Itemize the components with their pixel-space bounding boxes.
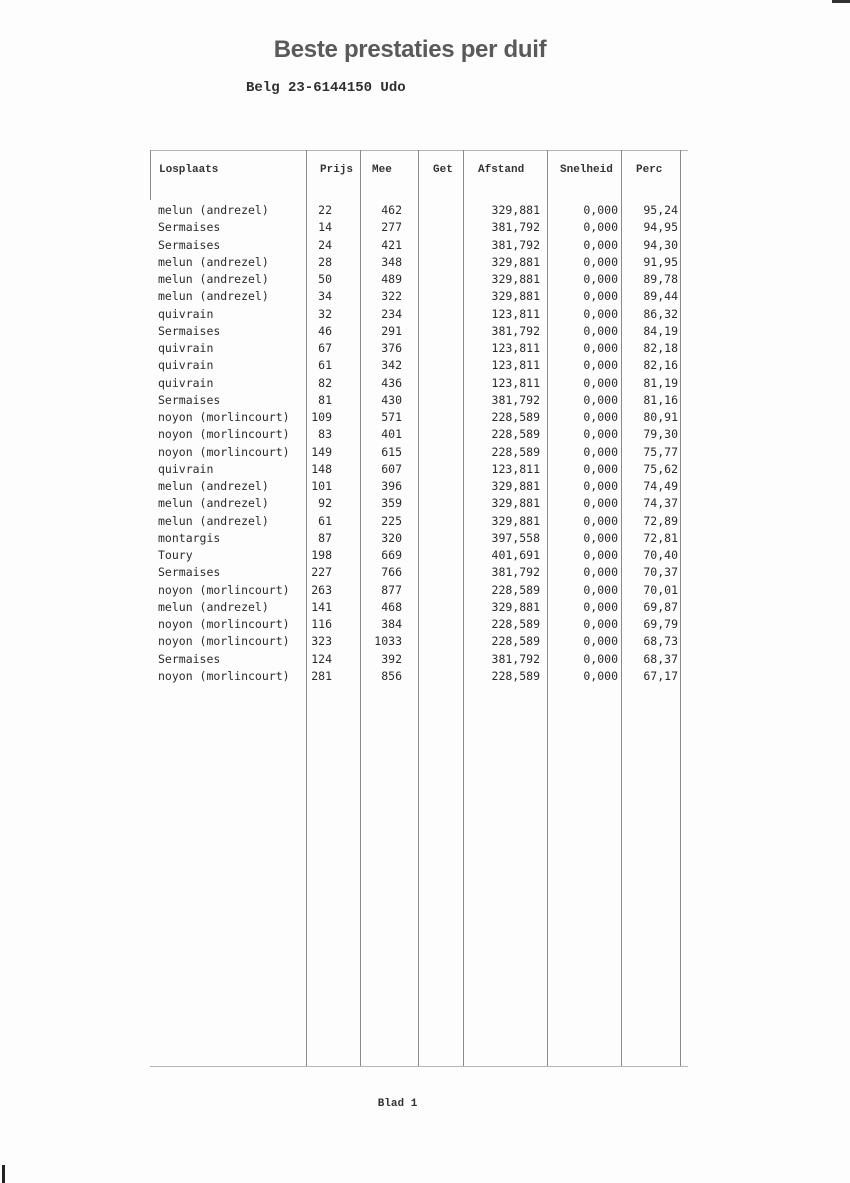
header-perc: Perc	[636, 164, 663, 176]
page-number: Blad 1	[377, 1098, 418, 1110]
cell-prijs: 61	[318, 358, 332, 373]
cell-perc: 68,73	[643, 634, 678, 649]
cell-snelheid: 0,000	[583, 306, 618, 321]
cell-mee: 607	[381, 461, 402, 476]
cell-snelheid: 0,000	[583, 496, 618, 511]
cell-perc: 68,37	[643, 651, 678, 666]
table-row	[150, 669, 688, 686]
cell-snelheid: 0,000	[583, 220, 618, 235]
cell-afstand: 228,589	[491, 617, 540, 631]
document-title: Beste prestaties per duif	[273, 36, 547, 63]
cell-snelheid: 0,000	[583, 410, 618, 424]
cell-losplaats: Sermaises	[158, 237, 221, 252]
cell-snelheid: 0,000	[583, 341, 618, 355]
cell-perc: 86,32	[643, 306, 678, 321]
cell-losplaats: melun (andrezel)	[158, 479, 269, 493]
cell-snelheid: 0,000	[583, 358, 618, 373]
table-row	[150, 289, 688, 306]
table-row	[150, 393, 688, 410]
cell-losplaats: noyon (morlincourt)	[158, 617, 290, 631]
cell-perc: 82,16	[643, 358, 678, 373]
cell-losplaats: quivrain	[158, 461, 214, 476]
cell-mee: 392	[381, 651, 402, 666]
header-snelheid: Snelheid	[560, 164, 613, 176]
table-row	[150, 255, 688, 272]
cell-losplaats: quivrain	[158, 375, 214, 390]
cell-perc: 89,78	[643, 272, 678, 286]
cell-snelheid: 0,000	[583, 530, 618, 545]
cell-prijs: 101	[311, 479, 332, 493]
cell-afstand: 381,792	[491, 651, 540, 666]
cell-prijs: 323	[311, 634, 332, 649]
cell-snelheid: 0,000	[583, 203, 618, 217]
cell-mee: 359	[381, 496, 402, 511]
table-row	[150, 531, 688, 548]
cell-prijs: 263	[311, 582, 332, 597]
cell-mee: 877	[381, 582, 402, 597]
cell-perc: 79,30	[643, 427, 678, 442]
cell-mee: 348	[381, 254, 402, 269]
cell-mee: 291	[381, 323, 402, 338]
cell-perc: 72,81	[643, 530, 678, 545]
cell-snelheid: 0,000	[583, 634, 618, 649]
table-row	[150, 358, 688, 375]
cell-mee: 342	[381, 358, 402, 373]
cell-snelheid: 0,000	[583, 272, 618, 286]
table-row	[150, 514, 688, 531]
cell-perc: 95,24	[643, 203, 678, 217]
cell-losplaats: melun (andrezel)	[158, 203, 269, 217]
cell-prijs: 149	[311, 444, 332, 459]
cell-perc: 81,19	[643, 375, 678, 390]
cell-prijs: 87	[318, 530, 332, 545]
cell-snelheid: 0,000	[583, 513, 618, 528]
table-row	[150, 341, 688, 358]
column-divider	[150, 150, 151, 200]
cell-losplaats: noyon (morlincourt)	[158, 427, 290, 442]
table-row	[150, 445, 688, 462]
cell-losplaats: noyon (morlincourt)	[158, 444, 290, 459]
cell-afstand: 123,811	[491, 375, 540, 390]
cell-mee: 401	[381, 427, 402, 442]
cell-losplaats: quivrain	[158, 358, 214, 373]
cell-afstand: 123,811	[491, 358, 540, 373]
cell-afstand: 228,589	[491, 668, 540, 683]
cell-losplaats: montargis	[158, 530, 221, 545]
cell-snelheid: 0,000	[583, 392, 618, 407]
table-row	[150, 617, 688, 634]
table-top-rule	[150, 150, 688, 151]
cell-afstand: 329,881	[491, 479, 540, 493]
table-row	[150, 203, 688, 220]
cell-perc: 81,16	[643, 392, 678, 407]
cell-afstand: 381,792	[491, 392, 540, 407]
cell-losplaats: Sermaises	[158, 651, 221, 666]
cell-perc: 69,87	[643, 599, 678, 614]
table-row	[150, 548, 688, 565]
cell-snelheid: 0,000	[583, 599, 618, 614]
cell-losplaats: melun (andrezel)	[158, 289, 269, 304]
cell-losplaats: noyon (morlincourt)	[158, 582, 290, 597]
cell-snelheid: 0,000	[583, 289, 618, 304]
cell-afstand: 123,811	[491, 306, 540, 321]
cell-snelheid: 0,000	[583, 323, 618, 338]
cell-mee: 669	[381, 548, 402, 562]
cell-snelheid: 0,000	[583, 582, 618, 597]
cell-afstand: 329,881	[491, 254, 540, 269]
cell-perc: 70,37	[643, 565, 678, 580]
cell-mee: 489	[381, 272, 402, 286]
cell-perc: 75,77	[643, 444, 678, 459]
cell-perc: 80,91	[643, 410, 678, 424]
cell-snelheid: 0,000	[583, 668, 618, 683]
table-row	[150, 634, 688, 651]
cell-losplaats: Sermaises	[158, 220, 221, 235]
cell-mee: 384	[381, 617, 402, 631]
table-row	[150, 427, 688, 444]
cell-mee: 1033	[374, 634, 402, 649]
table-row	[150, 479, 688, 496]
cell-snelheid: 0,000	[583, 375, 618, 390]
header-afstand: Afstand	[478, 164, 525, 176]
cell-mee: 615	[381, 444, 402, 459]
cell-snelheid: 0,000	[583, 461, 618, 476]
cell-mee: 436	[381, 375, 402, 390]
cell-mee: 396	[381, 479, 402, 493]
table-row	[150, 324, 688, 341]
table-row	[150, 410, 688, 427]
table-row	[150, 600, 688, 617]
cell-afstand: 397,558	[491, 530, 540, 545]
cell-perc: 84,19	[643, 323, 678, 338]
cell-snelheid: 0,000	[583, 254, 618, 269]
cell-losplaats: Toury	[158, 548, 193, 562]
cell-prijs: 22	[318, 203, 332, 217]
cell-snelheid: 0,000	[583, 237, 618, 252]
table-row	[150, 583, 688, 600]
cell-perc: 70,01	[643, 582, 678, 597]
cell-losplaats: quivrain	[158, 306, 214, 321]
cell-afstand: 381,792	[491, 220, 540, 235]
cell-snelheid: 0,000	[583, 565, 618, 580]
cell-perc: 82,18	[643, 341, 678, 355]
cell-prijs: 32	[318, 306, 332, 321]
cell-prijs: 24	[318, 237, 332, 252]
cell-prijs: 50	[318, 272, 332, 286]
cell-prijs: 141	[311, 599, 332, 614]
cell-afstand: 228,589	[491, 582, 540, 597]
cell-perc: 69,79	[643, 617, 678, 631]
cell-losplaats: melun (andrezel)	[158, 254, 269, 269]
cell-losplaats: noyon (morlincourt)	[158, 634, 290, 649]
cell-afstand: 329,881	[491, 496, 540, 511]
cell-prijs: 281	[311, 668, 332, 683]
scan-edge-mark	[2, 1165, 5, 1183]
header-prijs: Prijs	[320, 164, 354, 176]
cell-afstand: 381,792	[491, 237, 540, 252]
cell-prijs: 124	[311, 651, 332, 666]
cell-afstand: 381,792	[491, 323, 540, 338]
cell-afstand: 401,691	[491, 548, 540, 562]
cell-snelheid: 0,000	[583, 548, 618, 562]
pigeon-id: Belg 23-6144150 Udo	[246, 80, 406, 96]
header-losplaats: Losplaats	[159, 164, 219, 176]
cell-afstand: 329,881	[491, 599, 540, 614]
cell-losplaats: Sermaises	[158, 323, 221, 338]
cell-prijs: 148	[311, 461, 332, 476]
cell-prijs: 116	[311, 617, 332, 631]
cell-mee: 856	[381, 668, 402, 683]
cell-afstand: 329,881	[491, 203, 540, 217]
cell-afstand: 329,881	[491, 272, 540, 286]
cell-perc: 91,95	[643, 254, 678, 269]
cell-afstand: 228,589	[491, 634, 540, 649]
cell-losplaats: quivrain	[158, 341, 214, 355]
cell-prijs: 61	[318, 513, 332, 528]
cell-mee: 766	[381, 565, 402, 580]
cell-prijs: 14	[318, 220, 332, 235]
cell-losplaats: melun (andrezel)	[158, 599, 269, 614]
cell-mee: 430	[381, 392, 402, 407]
cell-mee: 468	[381, 599, 402, 614]
cell-afstand: 329,881	[491, 289, 540, 304]
cell-perc: 89,44	[643, 289, 678, 304]
cell-mee: 571	[381, 410, 402, 424]
scan-corner-mark	[832, 0, 850, 3]
table-row	[150, 376, 688, 393]
header-get: Get	[433, 164, 453, 176]
cell-perc: 72,89	[643, 513, 678, 528]
table-row	[150, 565, 688, 582]
cell-losplaats: melun (andrezel)	[158, 496, 269, 511]
table-row	[150, 652, 688, 669]
table-bottom-rule	[150, 1066, 688, 1067]
header-mee: Mee	[372, 164, 392, 176]
table-row	[150, 307, 688, 324]
cell-losplaats: noyon (morlincourt)	[158, 410, 290, 424]
cell-losplaats: Sermaises	[158, 565, 221, 580]
cell-snelheid: 0,000	[583, 427, 618, 442]
cell-afstand: 228,589	[491, 410, 540, 424]
results-table	[150, 150, 688, 1067]
cell-perc: 94,30	[643, 237, 678, 252]
cell-mee: 376	[381, 341, 402, 355]
cell-afstand: 123,811	[491, 341, 540, 355]
cell-snelheid: 0,000	[583, 617, 618, 631]
cell-prijs: 227	[311, 565, 332, 580]
cell-prijs: 82	[318, 375, 332, 390]
cell-snelheid: 0,000	[583, 444, 618, 459]
cell-prijs: 198	[311, 548, 332, 562]
cell-perc: 70,40	[643, 548, 678, 562]
cell-afstand: 228,589	[491, 444, 540, 459]
cell-prijs: 83	[318, 427, 332, 442]
cell-mee: 277	[381, 220, 402, 235]
cell-prijs: 92	[318, 496, 332, 511]
cell-prijs: 46	[318, 323, 332, 338]
cell-losplaats: melun (andrezel)	[158, 513, 269, 528]
cell-prijs: 81	[318, 392, 332, 407]
table-row	[150, 238, 688, 255]
cell-losplaats: noyon (morlincourt)	[158, 668, 290, 683]
table-row	[150, 272, 688, 289]
cell-perc: 74,49	[643, 479, 678, 493]
cell-perc: 75,62	[643, 461, 678, 476]
cell-perc: 67,17	[643, 668, 678, 683]
cell-mee: 320	[381, 530, 402, 545]
cell-afstand: 228,589	[491, 427, 540, 442]
table-row	[150, 496, 688, 513]
table-row	[150, 220, 688, 237]
cell-perc: 94,95	[643, 220, 678, 235]
cell-losplaats: melun (andrezel)	[158, 272, 269, 286]
cell-prijs: 67	[318, 341, 332, 355]
cell-losplaats: Sermaises	[158, 392, 221, 407]
cell-snelheid: 0,000	[583, 651, 618, 666]
cell-mee: 462	[381, 203, 402, 217]
cell-mee: 421	[381, 237, 402, 252]
table-row	[150, 462, 688, 479]
cell-afstand: 381,792	[491, 565, 540, 580]
cell-prijs: 34	[318, 289, 332, 304]
cell-afstand: 123,811	[491, 461, 540, 476]
cell-afstand: 329,881	[491, 513, 540, 528]
cell-mee: 234	[381, 306, 402, 321]
cell-mee: 322	[381, 289, 402, 304]
cell-prijs: 109	[311, 410, 332, 424]
cell-perc: 74,37	[643, 496, 678, 511]
cell-snelheid: 0,000	[583, 479, 618, 493]
cell-mee: 225	[381, 513, 402, 528]
cell-prijs: 28	[318, 254, 332, 269]
